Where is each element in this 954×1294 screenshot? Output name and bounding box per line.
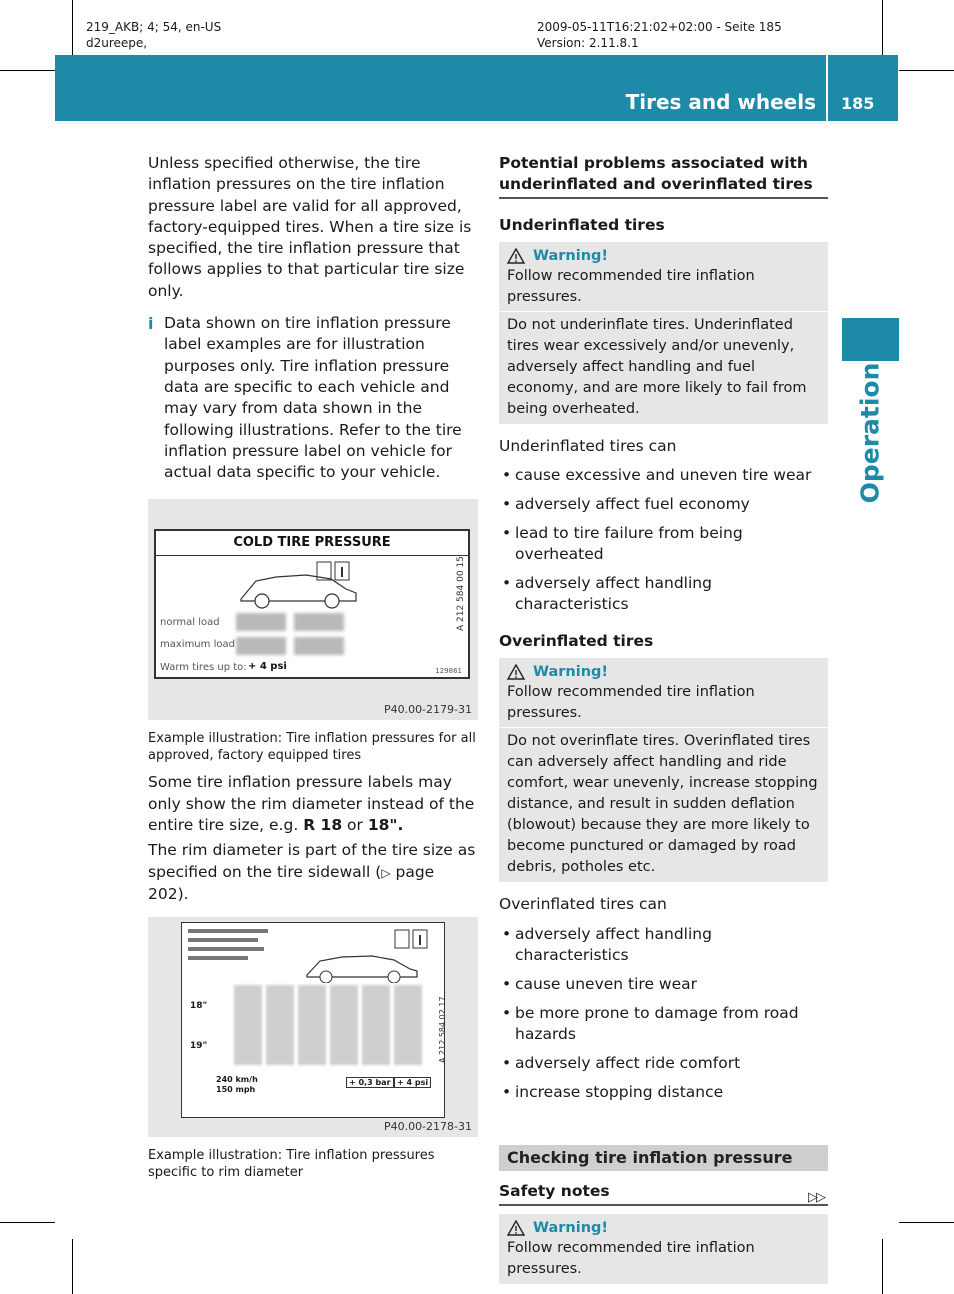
warning-triangle-icon [507, 248, 525, 264]
underinflated-list [499, 465, 828, 615]
crop-mark [0, 1222, 55, 1223]
label-text-line [188, 938, 258, 942]
figure-caption: Example illustration: Tire inflation pressures for all approved, factory equipped tires [148, 731, 476, 764]
rim-or: or [347, 816, 363, 835]
list-item: • cause uneven tire wear [499, 974, 828, 995]
header-divider [826, 55, 828, 121]
meta-job: 219_AKB; 4; 54, en-US [86, 20, 222, 34]
rim-example-2: 18". [367, 816, 404, 835]
crop-mark [0, 70, 55, 71]
overinflated-intro: Overinflated tires can [499, 895, 667, 914]
label-vertical-code [430, 997, 449, 1064]
warm-bar-value: + 0,3 bar [346, 1077, 394, 1088]
rim-sidewall-text: The rim diameter is part of the tire size as specified on the tire sidewall ( [148, 841, 476, 881]
underinflated-intro: Underinflated tires can [499, 437, 677, 455]
speed-kmh: 240 km/h [216, 1075, 258, 1085]
print-meta-right [537, 19, 782, 51]
side-tab-marker [842, 318, 899, 361]
warning-text: Follow recommended tire inflation pressures. [507, 1239, 755, 1277]
left-column [148, 153, 478, 1181]
crop-mark [72, 0, 73, 55]
vertical-code-text: A 212 584 00 15 [456, 556, 466, 632]
crop-mark [882, 1239, 883, 1294]
figure-rim-diameter [148, 917, 478, 1137]
label-title-rule [156, 555, 468, 556]
figure-caption: Example illustration: Tire inflation pressures specific to rim diameter [148, 1148, 435, 1181]
crop-mark [899, 70, 954, 71]
list-item: • adversely affect handling characteristics [499, 924, 828, 966]
crop-mark [72, 1239, 73, 1294]
warning-label: Warning! [533, 1219, 609, 1236]
blurred-pressure-cell [294, 637, 344, 655]
right-column [499, 153, 828, 1284]
page-number: 185 [841, 94, 875, 113]
figure-code: P40.00-2178-31 [383, 1120, 472, 1134]
label-text-block [188, 929, 278, 979]
info-text: Data shown on tire inflation pressure label examples are for illustration purposes only. Tire inflation pressure data are specific to each vehicle and may vary from data shown in the following illustrations. Refer to the tire inflation pressure label on vehicle for actual data specific to your vehicle. [164, 314, 462, 482]
subheading-underinflated: Underinflated tires [499, 216, 665, 234]
warning-text: Do not underinflate tires. Underinflated tires wear excessively and/or unevenly, adversely affect handling and fuel economy, and are more likely to fail from being overheated. [507, 317, 807, 417]
blurred-pressure-cell [236, 613, 286, 631]
page-reference[interactable]: page 202). [148, 862, 435, 903]
warning-box-underinflated [499, 242, 828, 424]
list-item: • adversely affect fuel economy [499, 494, 828, 515]
crop-mark [899, 1222, 954, 1223]
figure-code: P40.00-2179-31 [383, 703, 472, 717]
warning-label: Warning! [533, 664, 609, 681]
print-meta-left [86, 19, 221, 51]
side-tab-label: Operation [855, 362, 885, 504]
rim-size-19: 19" [190, 1041, 208, 1052]
label-small-code: 129861 [435, 667, 462, 676]
list-item: • adversely affect handling characteristics [499, 573, 828, 615]
label-text-line [188, 929, 268, 933]
continue-arrows-icon: ▷▷ [808, 1190, 824, 1205]
subheading-overinflated: Overinflated tires [499, 632, 654, 651]
car-silhouette-icon [302, 943, 422, 983]
page-reference-arrow-icon: ▷ [381, 865, 391, 880]
blurred-grid [234, 985, 424, 1065]
meta-timestamp: 2009-05-11T16:21:02+02:00 - Seite 185 [537, 20, 782, 34]
rim-sidewall-paragraph [148, 840, 478, 905]
meta-user: d2ureepe, [86, 36, 148, 50]
warning-divider [499, 311, 828, 312]
rim-example-1: R 18 [303, 816, 343, 835]
side-tab [840, 362, 900, 504]
figure-cold-tire-pressure [148, 499, 478, 720]
warning-box-overinflated [499, 658, 828, 882]
list-item: • cause excessive and uneven tire wear [499, 465, 828, 486]
vertical-code-text: A 212 584 02 17 [438, 996, 447, 1064]
rim-paragraph [148, 772, 478, 836]
label-vertical-code [426, 531, 466, 632]
warm-tires-label: Warm tires up to: [160, 662, 247, 674]
info-note [148, 313, 478, 483]
list-item: • increase stopping distance [499, 1082, 828, 1103]
warning-triangle-icon [507, 1220, 525, 1236]
rim-size-18: 18" [190, 1001, 208, 1012]
warning-divider [499, 727, 828, 728]
blurred-pressure-cell [236, 637, 286, 655]
list-item: • lead to tire failure from being overheated [499, 523, 828, 565]
warning-triangle-icon [507, 664, 525, 680]
label-title: COLD TIRE PRESSURE [233, 535, 391, 551]
warning-title [507, 662, 820, 682]
warning-title [507, 1218, 820, 1238]
intro-paragraph: Unless specified otherwise, the tire inflation pressures on the tire inflation pressure label are valid for all approved, factory-equipped tires. When a tire size is specified, the tire inflation pressure that follows applies to that particular tire size only. [148, 154, 472, 300]
blurred-pressure-cell [294, 613, 344, 631]
rim-text: Some tire inflation pressure labels may only show the rim diameter instead of the entire tire size, e.g. [148, 773, 475, 835]
rim-pressure-label [181, 922, 445, 1118]
tire-pressure-label [154, 529, 470, 679]
warning-title [507, 246, 820, 266]
list-item: • be more prone to damage from road hazards [499, 1003, 828, 1045]
crop-mark [882, 0, 883, 55]
warm-psi-value: + 4 psi [394, 1077, 431, 1088]
meta-version: Version: 2.11.8.1 [537, 36, 639, 50]
label-text-line [188, 956, 248, 960]
heading-potential-problems: Potential problems associated with underinflated and overinflated tires [499, 153, 828, 199]
section-title: Tires and wheels [625, 90, 816, 114]
label-text-line [188, 947, 264, 951]
warning-text: Follow recommended tire inflation pressures. [507, 268, 755, 305]
warning-text: Follow recommended tire inflation pressures. [507, 684, 755, 722]
warning-text: Do not overinflate tires. Overinflated tires can adversely affect handling and ride comfort, wear unevenly, increase stopping distance, and result in sudden deflation (blowout) because they are more likely to become punctured or damaged by road debris, potholes etc. [507, 733, 818, 876]
warning-box-safety [499, 1214, 828, 1284]
normal-load-label: normal load [160, 617, 220, 629]
maximum-load-label: maximum load [160, 639, 235, 651]
warning-label: Warning! [533, 248, 609, 264]
list-item: • adversely affect ride comfort [499, 1053, 828, 1074]
warm-tires-value: + 4 psi [248, 661, 287, 673]
section-heading-checking-pressure: Checking tire inflation pressure [499, 1145, 828, 1171]
manual-info-icon [316, 561, 350, 583]
speed-mph: 150 mph [216, 1085, 256, 1095]
overinflated-list [499, 924, 828, 1103]
subheading-safety-notes: Safety notes [499, 1181, 828, 1206]
info-icon: i [148, 314, 154, 334]
